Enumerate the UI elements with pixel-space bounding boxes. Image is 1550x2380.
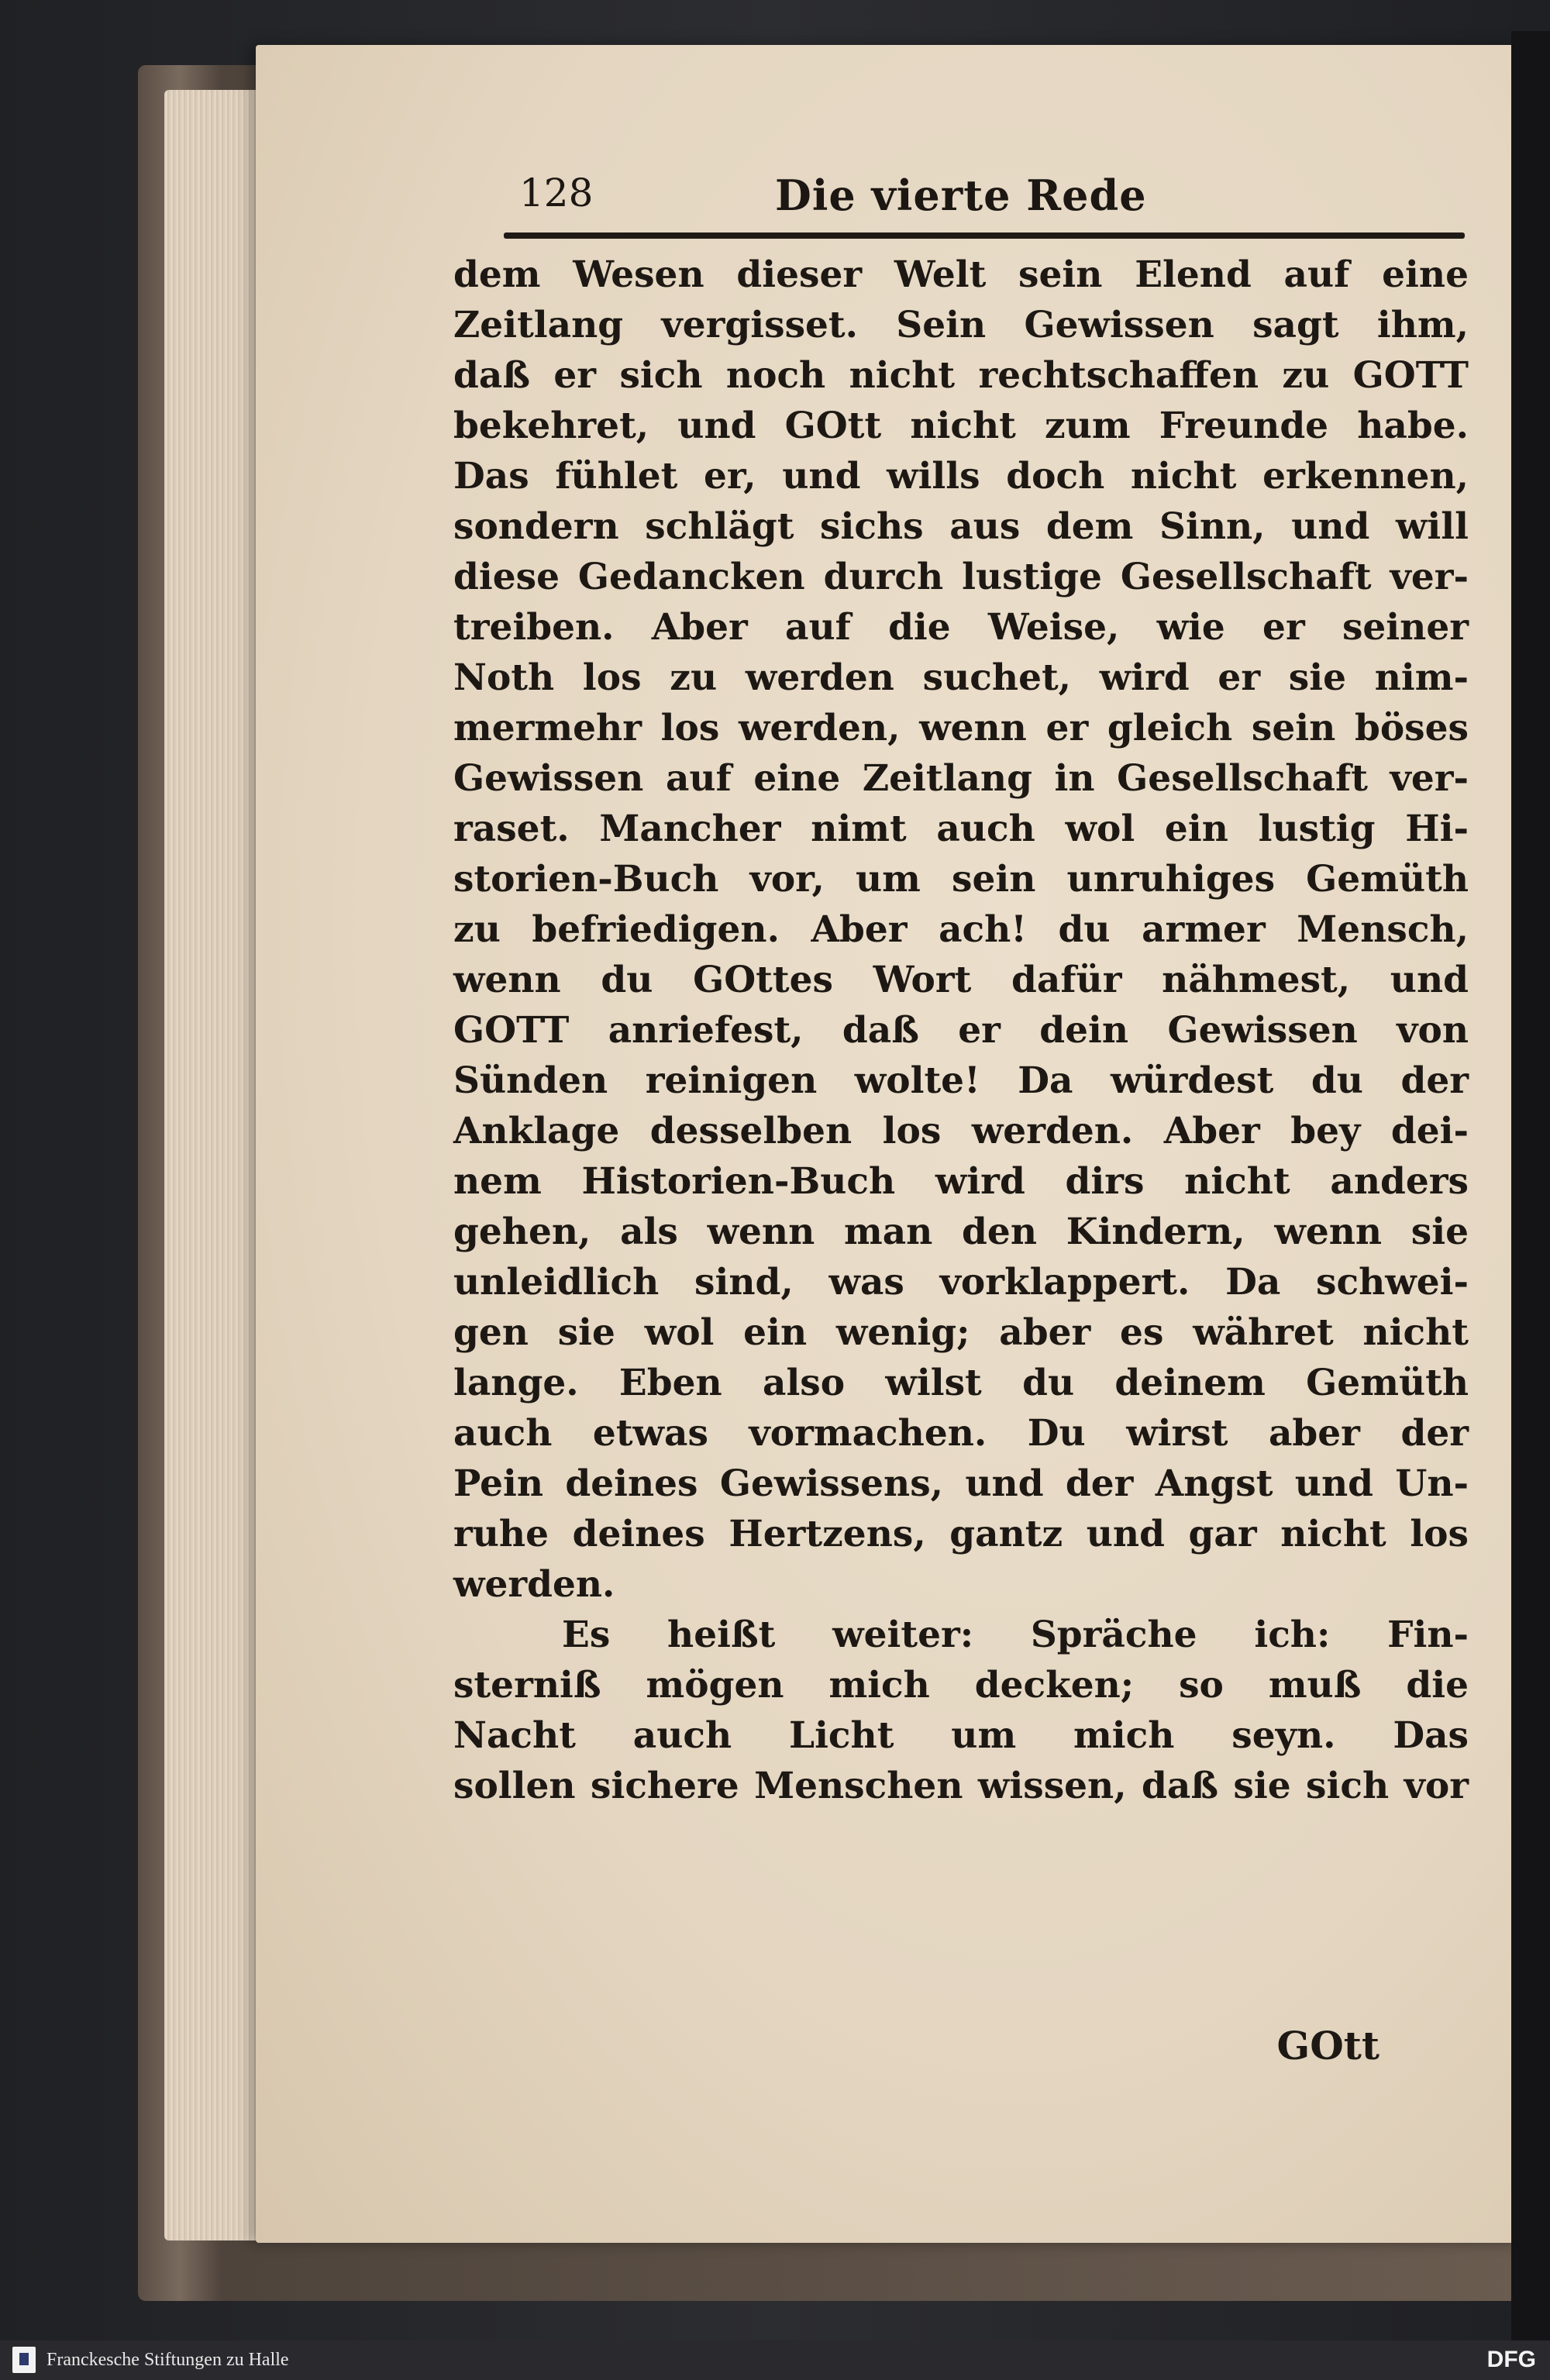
text-line: raset. Mancher nimt auch wol ein lustig Hi- <box>453 808 1469 850</box>
text-line: sollen sichere Menschen wissen, daß sie sich vor <box>453 1765 1469 1807</box>
text-line: dem Wesen dieser Welt sein Elend auf eine <box>453 253 1469 296</box>
text-line: Gewissen auf eine Zeitlang in Gesellschaft ver- <box>453 757 1469 800</box>
body-text <box>453 250 1469 1811</box>
text-line: ruhe deines Hertzens, gantz und gar nicht los <box>453 1513 1469 1555</box>
text-line: unleidlich sind, was vorklappert. Da schwei- <box>453 1261 1469 1304</box>
text-line: Sünden reinigen wolte! Da würdest du der <box>453 1059 1469 1102</box>
text-line: Zeitlang vergisset. Sein Gewissen sagt ihm, <box>453 304 1469 346</box>
funder-logo: DFG <box>1486 2347 1536 2372</box>
institution-logo-icon <box>12 2347 36 2373</box>
text-line: Noth los zu werden suchet, wird er sie nim- <box>453 656 1469 699</box>
text-line: Anklage desselben los werden. Aber bey dei- <box>453 1110 1469 1152</box>
text-line: auch etwas vormachen. Du wirst aber der <box>453 1412 1469 1455</box>
text-line: werden. <box>453 1563 615 1606</box>
text-line: wenn du GOttes Wort dafür nähmest, und <box>453 959 1469 1001</box>
header-rule <box>504 232 1465 239</box>
text-line: zu befriedigen. Aber ach! du armer Mensch, <box>453 908 1469 951</box>
text-line: Es heißt weiter: Spräche ich: Fin- <box>562 1614 1469 1656</box>
text-line: Das fühlet er, und wills doch nicht erkennen, <box>453 455 1469 498</box>
text-line: mermehr los werden, wenn er gleich sein böses <box>453 707 1469 749</box>
text-line: gen sie wol ein wenig; aber es währet nicht <box>453 1311 1469 1354</box>
text-line: nem Historien-Buch wird dirs nicht anders <box>453 1160 1469 1203</box>
text-line: treiben. Aber auf die Weise, wie er seiner <box>453 606 1469 649</box>
text-line: sondern schlägt sichs aus dem Sinn, und will <box>453 505 1469 548</box>
text-line: GOTT anriefest, daß er dein Gewissen von <box>453 1009 1469 1052</box>
text-line: daß er sich noch nicht rechtschaffen zu GOTT <box>453 354 1469 397</box>
text-line: storien-Buch vor, um sein unruhiges Gemüth <box>453 858 1469 901</box>
footer-bar <box>0 2340 1550 2380</box>
catchword: GOtt <box>1276 2023 1380 2068</box>
running-title: Die vierte Rede <box>775 170 1147 220</box>
text-line: sterniß mögen mich decken; so muß die <box>453 1664 1469 1707</box>
institution-name: Franckesche Stiftungen zu Halle <box>46 2350 289 2370</box>
text-line: bekehret, und GOtt nicht zum Freunde habe. <box>453 405 1469 447</box>
text-line: Pein deines Gewissens, und der Angst und Un- <box>453 1462 1469 1505</box>
page-header <box>519 161 1465 231</box>
text-line: diese Gedancken durch lustige Gesellschaft ver- <box>453 556 1469 598</box>
page-number: 128 <box>519 170 594 215</box>
text-line: gehen, als wenn man den Kindern, wenn sie <box>453 1211 1469 1253</box>
text-line: Nacht auch Licht um mich seyn. Das <box>453 1714 1469 1757</box>
scan-right-margin <box>1511 31 1550 2340</box>
text-line: lange. Eben also wilst du deinem Gemüth <box>453 1362 1469 1404</box>
